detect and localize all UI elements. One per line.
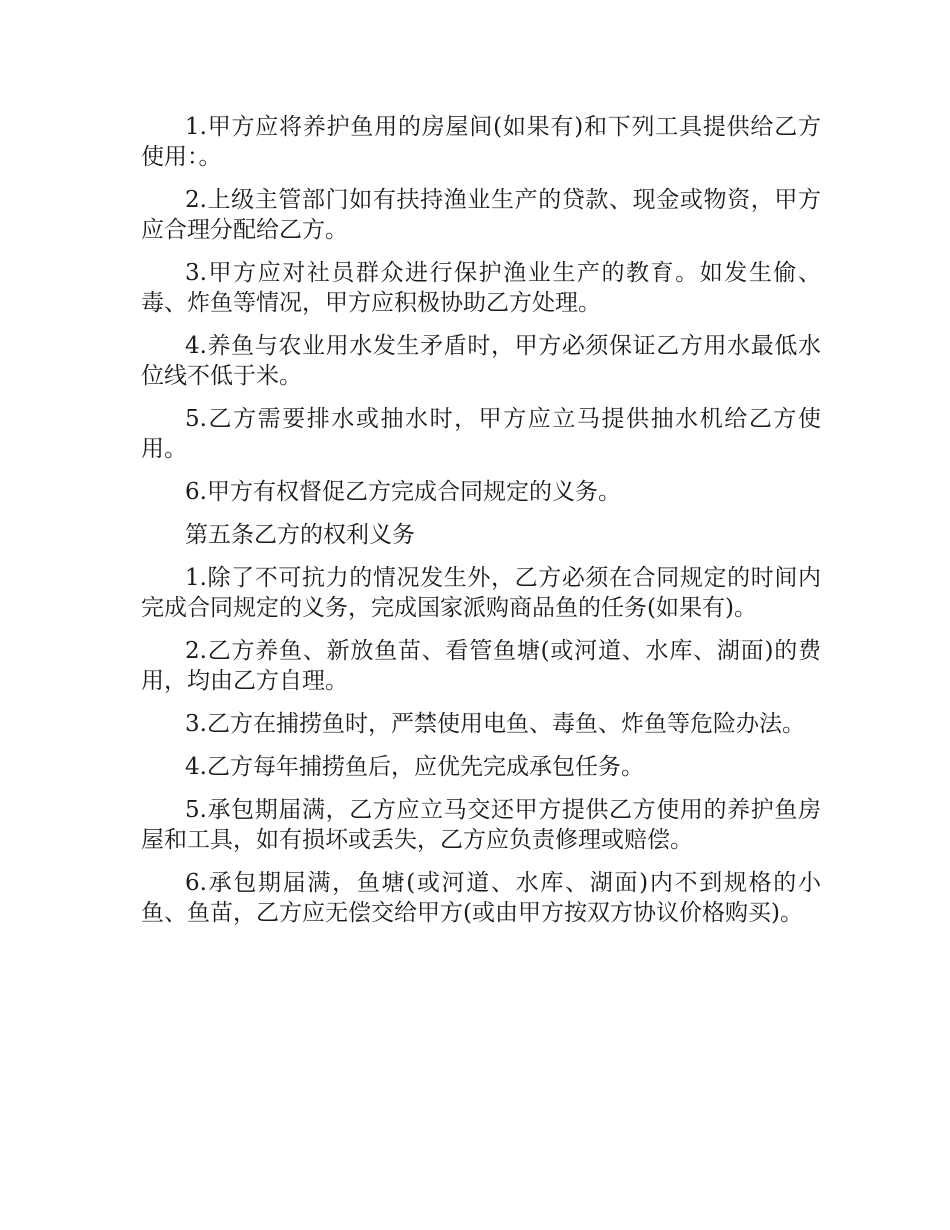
document-body <box>141 112 821 941</box>
paragraph-party-b-duty-5: 5.承包期届满，乙方应立马交还甲方提供乙方使用的养护鱼房屋和工具，如有损坏或丢失，乙方应负责修理或赔偿。 <box>141 797 821 853</box>
paragraph-party-b-duty-4: 4.乙方每年捕捞鱼后，应优先完成承包任务。 <box>185 754 644 780</box>
paragraph-party-a-duty-1: 1.甲方应将养护鱼用的房屋间(如果有)和下列工具提供给乙方使用：。 <box>141 114 821 170</box>
paragraph-party-a-duty-4: 4.养鱼与农业用水发生矛盾时，甲方必须保证乙方用水最低水位线不低于米。 <box>141 333 821 389</box>
paragraph-party-b-duty-1: 1.除了不可抗力的情况发生外，乙方必须在合同规定的时间内完成合同规定的义务，完成国家派购商品鱼的任务(如果有)。 <box>141 565 821 621</box>
paragraph-party-a-duty-3: 3.甲方应对社员群众进行保护渔业生产的教育。如发生偷、毒、炸鱼等情况，甲方应积极协助乙方处理。 <box>141 260 821 316</box>
paragraph-party-b-duty-2: 2.乙方养鱼、新放鱼苗、看管鱼塘(或河道、水库、湖面)的费用，均由乙方自理。 <box>141 638 822 694</box>
section-heading-article-5: 第五条乙方的权利义务 <box>185 522 415 548</box>
paragraph-party-a-duty-5: 5.乙方需要排水或抽水时，甲方应立马提供抽水机给乙方使用。 <box>141 406 821 462</box>
paragraph-party-b-duty-3: 3.乙方在捕捞鱼时，严禁使用电鱼、毒鱼、炸鱼等危险办法。 <box>185 711 805 737</box>
paragraph-party-a-duty-6: 6.甲方有权督促乙方完成合同规定的义务。 <box>185 479 621 505</box>
paragraph-party-b-duty-6: 6.承包期届满，鱼塘(或河道、水库、湖面)内不到规格的小鱼、鱼苗，乙方应无偿交给甲方(或由甲方按双方协议价格购买)。 <box>141 870 821 926</box>
paragraph-party-a-duty-2: 2.上级主管部门如有扶持渔业生产的贷款、现金或物资，甲方应合理分配给乙方。 <box>141 187 821 243</box>
